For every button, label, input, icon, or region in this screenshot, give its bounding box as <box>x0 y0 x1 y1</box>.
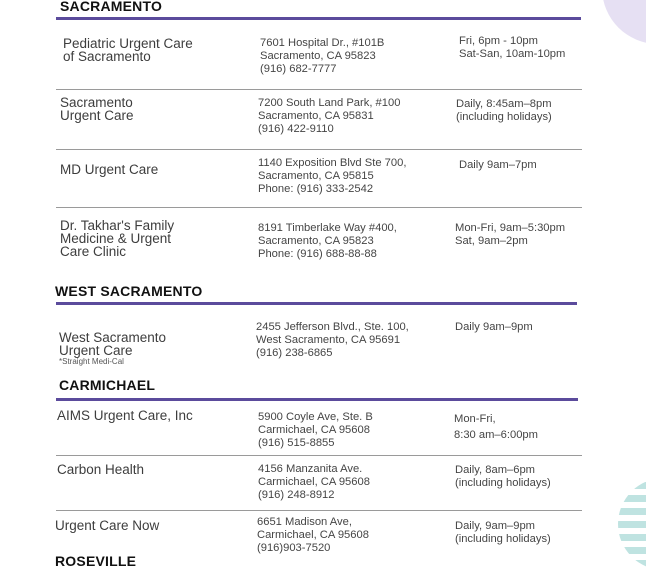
clinic-address: 5900 Coyle Ave, Ste. B Carmichael, CA 95608 (916) 515-8855 <box>258 411 373 449</box>
clinic-name: Dr. Takhar's Family Medicine & Urgent Care Clinic <box>60 218 175 259</box>
clinic-name: MD Urgent Care <box>60 162 159 177</box>
row-divider <box>56 207 582 208</box>
clinic-hours: Mon-Fri, 9am–5:30pm Sat, 9am–2pm <box>455 222 566 247</box>
clinic-address: 7601 Hospital Dr., #101B Sacramento, CA 95823 (916) 682-7777 <box>260 37 385 75</box>
clinic-address: 4156 Manzanita Ave. Carmichael, CA 95608 (916) 248-8912 <box>258 463 370 501</box>
section-title-carmichael: CARMICHAEL <box>59 377 156 393</box>
clinic-note: *Straight Medi-Cal <box>59 357 124 366</box>
row-divider <box>56 455 582 456</box>
clinic-address: 8191 Timberlake Way #400, Sacramento, CA 95823 Phone: (916) 688-88-88 <box>258 222 397 260</box>
clinic-hours: Mon-Fri, 8:30 am–6:00pm <box>454 413 538 441</box>
clinic-address: 7200 South Land Park, #100 Sacramento, CA 95831 (916) 422-9110 <box>258 97 401 135</box>
clinic-hours: Daily 9am–9pm <box>455 321 533 333</box>
clinic-name: Urgent Care Now <box>55 518 160 533</box>
clinic-name: Carbon Health <box>57 462 145 477</box>
lavender-circle-decoration <box>600 0 646 50</box>
row-divider <box>56 510 582 511</box>
clinic-hours: Fri, 6pm - 10pm Sat-San, 10am-10pm <box>459 35 566 60</box>
clinic-hours: Daily, 8:45am–8pm (including holidays) <box>456 98 552 123</box>
section-title-roseville: ROSEVILLE <box>55 553 137 569</box>
section-rule <box>56 17 581 20</box>
clinic-address: 1140 Exposition Blvd Ste 700, Sacramento, CA 95815 Phone: (916) 333-2542 <box>258 157 407 195</box>
clinic-name: Pediatric Urgent Care of Sacramento <box>63 36 193 64</box>
clinic-name <box>59 318 166 380</box>
section-title-west-sacramento: WEST SACRAMENTO <box>55 283 203 299</box>
clinic-name: Sacramento Urgent Care <box>60 95 134 123</box>
clinic-hours: Daily, 9am–9pm (including holidays) <box>455 520 551 545</box>
clinic-hours: Daily, 8am–6pm (including holidays) <box>455 464 551 489</box>
clinic-name-text: West Sacramento Urgent Care <box>59 330 167 358</box>
clinic-address: 6651 Madison Ave, Carmichael, CA 95608 (916)903-7520 <box>257 516 369 554</box>
teal-striped-circle-decoration <box>612 478 646 570</box>
row-divider <box>56 89 582 90</box>
clinic-hours: Daily 9am–7pm <box>459 159 537 171</box>
section-title-sacramento: SACRAMENTO <box>60 0 163 14</box>
section-rule <box>56 398 578 401</box>
clinic-name: AIMS Urgent Care, Inc <box>57 408 193 423</box>
section-rule <box>56 302 577 305</box>
row-divider <box>56 149 582 150</box>
clinic-address: 2455 Jefferson Blvd., Ste. 100, West Sacramento, CA 95691 (916) 238-6865 <box>256 321 409 359</box>
